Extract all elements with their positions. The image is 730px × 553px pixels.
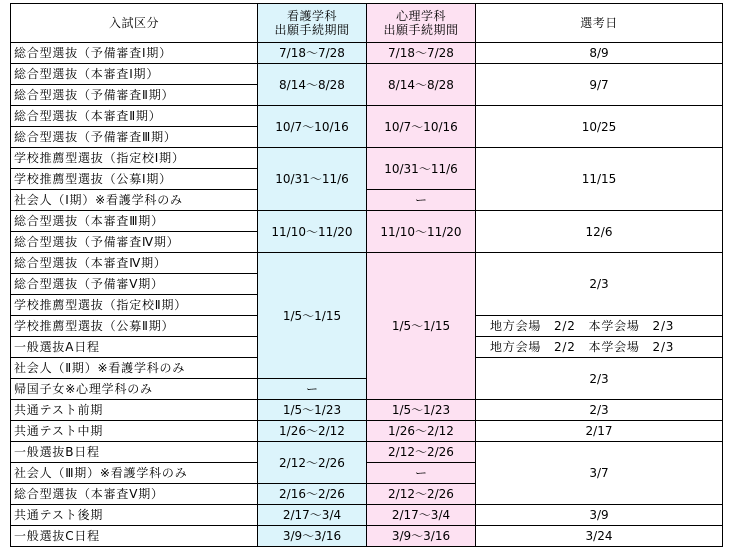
- psychology-period-cell: 3/9〜3/16: [367, 526, 476, 547]
- header-nursing-period: 出願手続期間: [274, 23, 350, 37]
- exam-date-cell: 2/3: [476, 253, 723, 316]
- exam-date-cell: 3/7: [476, 442, 723, 505]
- nursing-period-cell: 10/7〜10/16: [258, 106, 367, 148]
- category-cell: 総合型選抜（本審査Ⅳ期）: [11, 253, 258, 274]
- exam-date-cell: 地方会場 2/2 本学会場 2/3: [476, 316, 723, 337]
- nursing-period-cell: 8/14〜8/28: [258, 64, 367, 106]
- category-cell: 帰国子女※心理学科のみ: [11, 379, 258, 400]
- header-psychology-period: 出願手続期間: [383, 23, 459, 37]
- category-cell: 学校推薦型選抜（公募Ⅰ期）: [11, 169, 258, 190]
- psychology-period-cell: 2/12〜2/26: [367, 484, 476, 505]
- category-cell: 社会人（Ⅰ期）※看護学科のみ: [11, 190, 258, 211]
- table-row: [11, 400, 723, 421]
- header-exam-date: 選考日: [476, 4, 723, 43]
- exam-date-cell: 10/25: [476, 106, 723, 148]
- exam-date-cell: 2/3: [476, 358, 723, 400]
- admission-schedule-table: [10, 3, 723, 547]
- psychology-period-cell: 8/14〜8/28: [367, 64, 476, 106]
- category-cell: 総合型選抜（本審査Ⅱ期）: [11, 106, 258, 127]
- category-cell: 共通テスト前期: [11, 400, 258, 421]
- category-cell: 総合型選抜（予備審Ⅴ期）: [11, 274, 258, 295]
- psychology-period-cell: 10/7〜10/16: [367, 106, 476, 148]
- nursing-period-cell: 2/17〜3/4: [258, 505, 367, 526]
- psychology-period-cell: 2/12〜2/26: [367, 442, 476, 463]
- psychology-period-cell: 1/26〜2/12: [367, 421, 476, 442]
- psychology-period-cell: ー: [367, 190, 476, 211]
- exam-date-cell: 3/24: [476, 526, 723, 547]
- header-row: [11, 4, 723, 43]
- category-cell: 総合型選抜（予備審査Ⅳ期）: [11, 232, 258, 253]
- table-row: [11, 64, 723, 85]
- header-psychology-dept: 心理学科: [395, 9, 446, 23]
- category-cell: 総合型選抜（本審査Ⅲ期）: [11, 211, 258, 232]
- category-cell: 学校推薦型選抜（公募Ⅱ期）: [11, 316, 258, 337]
- exam-date-cell: 2/3: [476, 400, 723, 421]
- psychology-period-cell: 1/5〜1/23: [367, 400, 476, 421]
- table-row: [11, 43, 723, 64]
- nursing-period-cell: 7/18〜7/28: [258, 43, 367, 64]
- exam-date-cell: 地方会場 2/2 本学会場 2/3: [476, 337, 723, 358]
- category-cell: 学校推薦型選抜（指定校Ⅰ期）: [11, 148, 258, 169]
- exam-date-cell: 3/9: [476, 505, 723, 526]
- nursing-period-cell: 1/26〜2/12: [258, 421, 367, 442]
- psychology-period-cell: 7/18〜7/28: [367, 43, 476, 64]
- category-cell: 総合型選抜（予備審査Ⅰ期）: [11, 43, 258, 64]
- psychology-period-cell: 10/31〜11/6: [367, 148, 476, 190]
- category-cell: 総合型選抜（本審査Ⅴ期）: [11, 484, 258, 505]
- header-nursing: [258, 4, 367, 43]
- table-row: [11, 526, 723, 547]
- psychology-period-cell: 1/5〜1/15: [367, 253, 476, 400]
- exam-date-cell: 12/6: [476, 211, 723, 253]
- table-row: [11, 421, 723, 442]
- nursing-period-cell: 10/31〜11/6: [258, 148, 367, 211]
- psychology-period-cell: 11/10〜11/20: [367, 211, 476, 253]
- category-cell: 社会人（Ⅲ期）※看護学科のみ: [11, 463, 258, 484]
- psychology-period-cell: ー: [367, 463, 476, 484]
- exam-date-cell: 2/17: [476, 421, 723, 442]
- table-row: [11, 148, 723, 169]
- category-cell: 社会人（Ⅱ期）※看護学科のみ: [11, 358, 258, 379]
- table-row: [11, 253, 723, 274]
- category-cell: 一般選抜B日程: [11, 442, 258, 463]
- category-cell: 総合型選抜（本審査Ⅰ期）: [11, 64, 258, 85]
- category-cell: 一般選抜A日程: [11, 337, 258, 358]
- table-row: [11, 505, 723, 526]
- exam-date-cell: 8/9: [476, 43, 723, 64]
- category-cell: 学校推薦型選抜（指定校Ⅱ期）: [11, 295, 258, 316]
- nursing-period-cell: 3/9〜3/16: [258, 526, 367, 547]
- nursing-period-cell: 2/12〜2/26: [258, 442, 367, 484]
- nursing-period-cell: ー: [258, 379, 367, 400]
- table-row: [11, 106, 723, 127]
- category-cell: 共通テスト後期: [11, 505, 258, 526]
- nursing-period-cell: 2/16〜2/26: [258, 484, 367, 505]
- table-row: [11, 211, 723, 232]
- exam-date-cell: 11/15: [476, 148, 723, 211]
- header-psychology: [367, 4, 476, 43]
- category-cell: 総合型選抜（予備審査Ⅱ期）: [11, 85, 258, 106]
- category-cell: 共通テスト中期: [11, 421, 258, 442]
- header-nursing-dept: 看護学科: [286, 9, 337, 23]
- category-cell: 一般選抜C日程: [11, 526, 258, 547]
- header-category: 入試区分: [11, 4, 258, 43]
- exam-date-cell: 9/7: [476, 64, 723, 106]
- category-cell: 総合型選抜（予備審査Ⅲ期）: [11, 127, 258, 148]
- nursing-period-cell: 11/10〜11/20: [258, 211, 367, 253]
- psychology-period-cell: 2/17〜3/4: [367, 505, 476, 526]
- nursing-period-cell: 1/5〜1/15: [258, 253, 367, 379]
- nursing-period-cell: 1/5〜1/23: [258, 400, 367, 421]
- table-row: [11, 442, 723, 463]
